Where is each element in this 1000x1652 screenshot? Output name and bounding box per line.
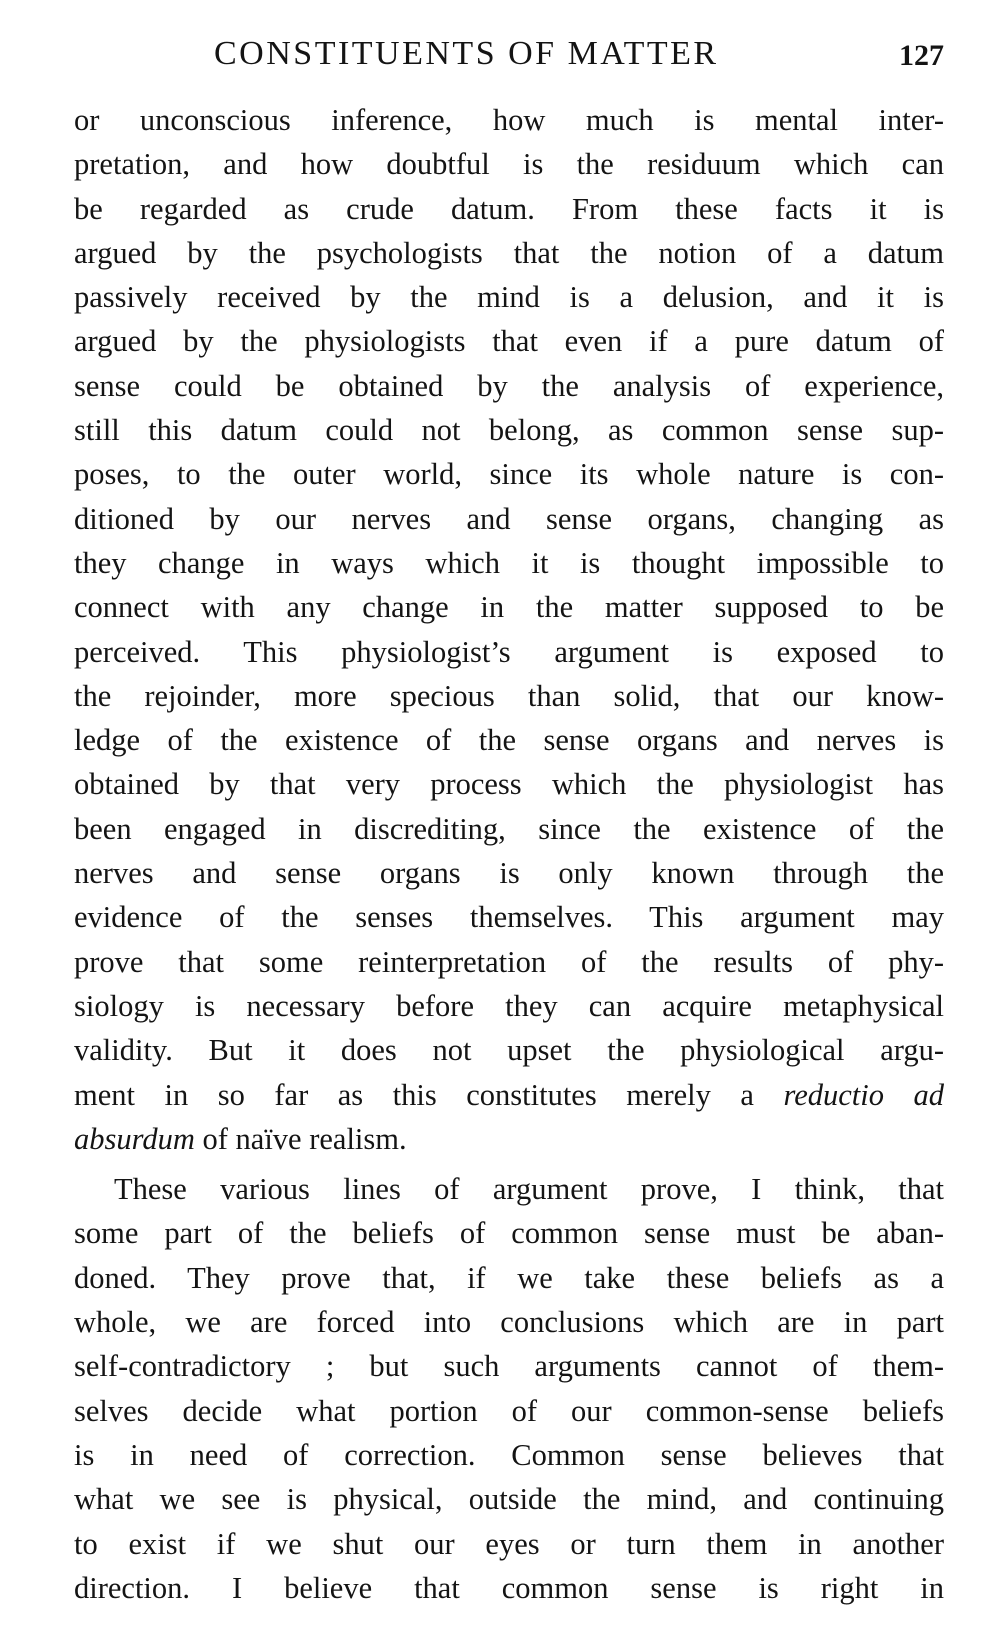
text-line: what we see is physical, outside the mind, and continuing (74, 1482, 944, 1517)
text-line: These various lines of argument prove, I think, that (114, 1172, 944, 1207)
text-line: the rejoinder, more specious than solid, that our know- (74, 678, 944, 713)
running-header (74, 30, 944, 78)
text-line: sense could be obtained by the analysis of experience, (74, 368, 944, 403)
text-line: siology is necessary before they can acquire metaphysical (74, 988, 944, 1023)
italic-phrase: reductio ad (783, 1077, 944, 1112)
body-text (74, 98, 944, 1610)
text-line: connect with any change in the matter supposed to be (74, 590, 944, 625)
text-line: self-contradictory ; but such arguments cannot of them- (74, 1349, 944, 1384)
text-line: doned. They prove that, if we take these beliefs as a (74, 1260, 944, 1295)
text-line: whole, we are forced into conclusions which are in part (74, 1305, 944, 1340)
text-line: to exist if we shut our eyes or turn them in another (74, 1526, 944, 1561)
text-line: direction. I believe that common sense is right in (74, 1570, 944, 1605)
text-line: ledge of the existence of the sense organs and nerves is (74, 723, 944, 758)
text-line: perceived. This physiologist’s argument is exposed to (74, 634, 944, 669)
italic-phrase: absurdum (74, 1121, 195, 1156)
text-run: of naïve realism. (202, 1121, 407, 1156)
text-line (74, 1117, 944, 1161)
paragraph-1 (74, 98, 944, 1161)
text-line: be regarded as crude datum. From these facts it is (74, 191, 944, 226)
page-number: 127 (899, 39, 944, 72)
text-line: poses, to the outer world, since its whole nature is con- (74, 457, 944, 492)
paragraph-2 (74, 1167, 944, 1610)
text-line: nerves and sense organs is only known through the (74, 856, 944, 891)
chapter-title: CONSTITUENTS OF MATTER (214, 35, 719, 72)
text-line: some part of the beliefs of common sense must be aban- (74, 1216, 944, 1251)
text-line: is in need of correction. Common sense believes that (74, 1437, 944, 1472)
text-line: pretation, and how doubtful is the residuum which can (74, 147, 944, 182)
text-line: passively received by the mind is a delusion, and it is (74, 280, 944, 315)
text-line: ditioned by our nerves and sense organs, changing as (74, 501, 944, 536)
text-line (74, 1073, 944, 1117)
text-line: been engaged in discrediting, since the existence of the (74, 811, 944, 846)
text-line: evidence of the senses themselves. This argument may (74, 900, 944, 935)
text-line: validity. But it does not upset the physiological argu- (74, 1033, 944, 1068)
text-line: still this datum could not belong, as common sense sup- (74, 413, 944, 448)
text-line: selves decide what portion of our common-sense beliefs (74, 1393, 944, 1428)
text-line: obtained by that very process which the physiologist has (74, 767, 944, 802)
text-line: argued by the physiologists that even if a pure datum of (74, 324, 944, 359)
text-line: they change in ways which it is thought impossible to (74, 545, 944, 580)
text-run: ment in so far as this constitutes merely a (74, 1077, 754, 1112)
text-line: argued by the psychologists that the notion of a datum (74, 235, 944, 270)
text-line: prove that some reinterpretation of the results of phy- (74, 944, 944, 979)
text-line: or unconscious inference, how much is mental inter- (74, 103, 944, 137)
